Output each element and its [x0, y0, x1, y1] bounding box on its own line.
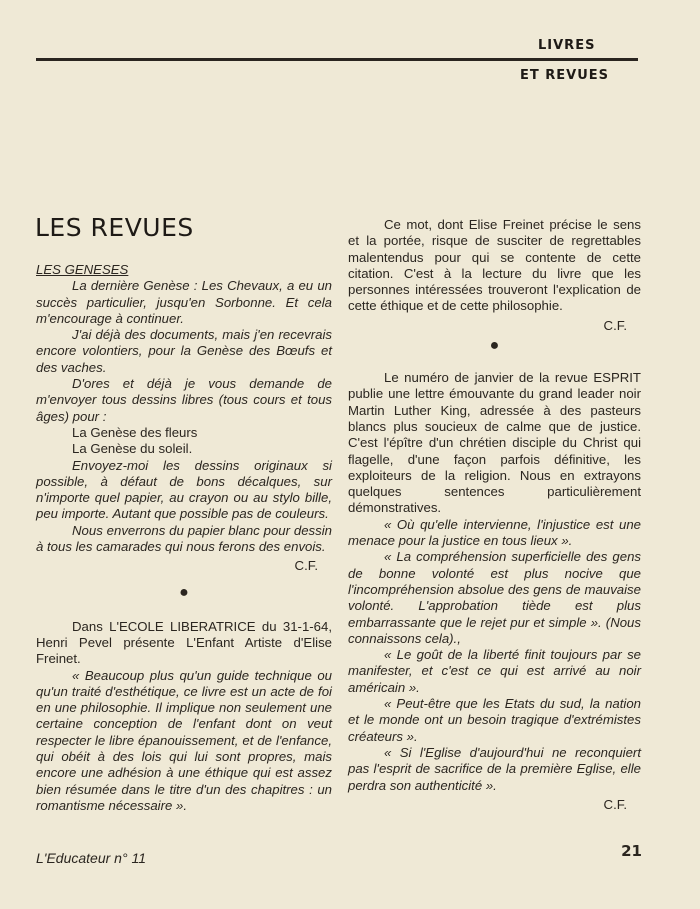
quote: « Beaucoup plus qu'un guide technique ou qu'un traité d'esthétique, ce livre est un acte de foi en une philosophie. Il implique non seulement une certaine conception de l'enfant dont on veut respecter le libre épanouissement, et de l'enfance, qui obéit à des lois qui lui sont propres, mais encore une adhésion à une éthique qui est assez bien résumée dans le titre d'un des chapitres : un romantisme nécessaire ».	[36, 667, 332, 813]
quote: « Où qu'elle intervienne, l'injustice est une menace pour la justice en tous lieux ».	[348, 516, 641, 549]
section-heading: LES GENESES	[36, 262, 129, 277]
paragraph: Envoyez-moi les dessins originaux si possible, à défaut de bons décalques, sur n'importe quel papier, au crayon ou au stylo bille, peu importe. Autant que possible pas de couleurs.	[36, 457, 332, 522]
section-label-livres: LIVRES	[538, 38, 596, 53]
paragraph: Dans L'ECOLE LIBERATRICE du 31-1-64, Henri Pevel présente L'Enfant Artiste d'Elise Freinet.	[36, 618, 332, 667]
quote: « La compréhension superficielle des gens de bonne volonté est plus nocive que l'incompréhension absolue des gens de mauvaise volonté. L'approbation tiède est plus embarrassante que le rejet pur et simple ». (Nous connaissons cela).,	[348, 549, 641, 646]
separator-bullet: ●	[489, 337, 500, 355]
right-column	[348, 217, 641, 813]
page-number: 21	[621, 842, 642, 860]
header-rule	[36, 58, 638, 61]
paragraph: J'ai déjà des documents, mais j'en recevrais encore volontiers, pour la Genèse des Bœufs et des vaches.	[36, 327, 332, 375]
signature: C.F.	[603, 796, 627, 812]
paragraph: Nous enverrons du papier blanc pour dessin à tous les camarades qui nous ferons des envois.	[36, 522, 332, 555]
quote: « Si l'Eglise d'aujourd'hui ne reconquiert pas l'esprit de sacrifice de la première Eglise, elle perdra son authenticité ».	[348, 744, 641, 793]
publication-name: L'Educateur n° 11	[36, 850, 146, 866]
paragraph: Le numéro de janvier de la revue ESPRIT publie une lettre émouvante du grand leader noir Martin Luther King, adressée à des pasteurs blancs plus soucieux de calme que de justice. C'est l'épître d'un chrétien disciple du Christ qui flagelle, d'une façon parfois définitive, les exploiteurs de la religion. Nous en extrayons quelques sentences particulièrement démonstratives.	[348, 370, 641, 516]
quote: « Peut-être que les Etats du sud, la nation et le monde ont un besoin tragique d'extrémistes créateurs ».	[348, 696, 641, 744]
separator-bullet: ●	[179, 583, 189, 601]
paragraph: D'ores et déjà je vous demande de m'envoyer tous dessins libres (tous cours et tous âges) pour :	[36, 376, 332, 424]
list-item: La Genèse du soleil.	[72, 441, 193, 457]
section-label-et-revues: ET REVUES	[520, 68, 610, 83]
page-title: LES REVUES	[35, 213, 194, 242]
list-item: La Genèse des fleurs	[72, 424, 198, 440]
signature: C.F.	[603, 317, 627, 333]
paragraph: Ce mot, dont Elise Freinet précise le sens et la portée, risque de susciter de regrettables malentendus pour qui se contente de cette citation. C'est à la lecture du livre que les personnes intéressées trouveront l'explication de cette éthique et de cette philosophie.	[348, 217, 641, 314]
paragraph: La dernière Genèse : Les Chevaux, a eu un succès particulier, jusqu'en Sorbonne. Et cela m'encourage à continuer.	[36, 278, 332, 326]
quote: « Le goût de la liberté finit toujours par se manifester, et c'est ce qui est arrivé au noir américain ».	[348, 647, 641, 695]
left-column	[36, 262, 332, 814]
signature: C.F.	[294, 558, 318, 574]
